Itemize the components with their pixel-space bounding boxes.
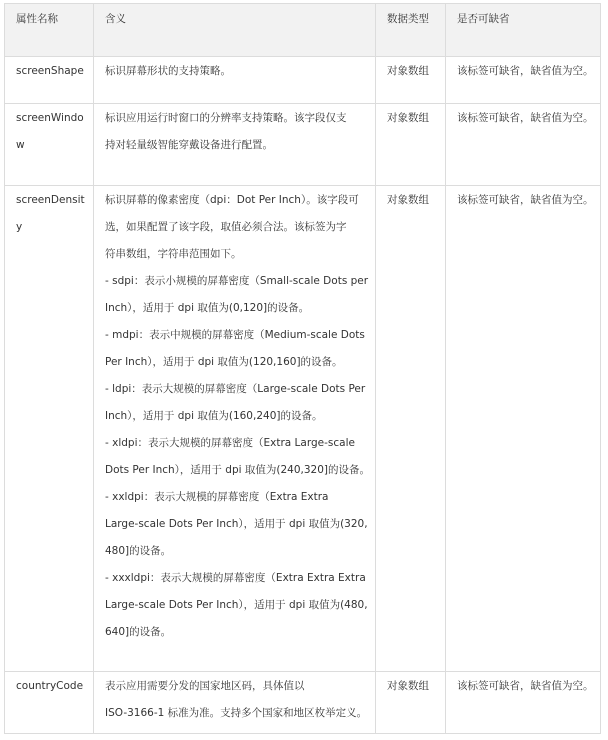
cell-optional: 该标签可缺省，缺省值为空。	[446, 672, 601, 734]
header-property-name: 属性名称	[5, 4, 94, 57]
cell-meaning	[94, 186, 376, 672]
property-name-text: w	[16, 139, 25, 151]
property-name-text: screenDensit	[16, 194, 85, 206]
property-name-text: y	[16, 221, 23, 233]
header-optional: 是否可缺省	[446, 4, 601, 57]
table-row	[5, 57, 601, 104]
cell-data-type: 对象数组	[376, 104, 446, 186]
meaning-text: Per Inch），适用于 dpi 取值为(120,160]的设备。	[105, 356, 343, 368]
table-header-row	[5, 4, 601, 57]
cell-meaning	[94, 57, 376, 104]
meaning-text: 标识屏幕形状的支持策略。	[105, 65, 231, 77]
table-row	[5, 104, 601, 186]
meaning-text: - sdpi：表示小规模的屏幕密度（Small-scale Dots per	[105, 275, 369, 287]
meaning-text: Dots Per Inch），适用于 dpi 取值为(240,320]的设备。	[105, 464, 370, 476]
meaning-text: 持对轻量级智能穿戴设备进行配置。	[105, 139, 273, 151]
table-row	[5, 186, 601, 672]
cell-optional: 该标签可缺省，缺省值为空。	[446, 104, 601, 186]
cell-meaning	[94, 672, 376, 734]
meaning-text: - xldpi：表示大规模的屏幕密度（Extra Large-scale	[105, 437, 355, 449]
meaning-text: Large-scale Dots Per Inch），适用于 dpi 取值为(320,	[105, 518, 368, 530]
meaning-text: ISO-3166-1 标准为准。支持多个国家和地区枚举定义。	[105, 707, 368, 719]
cell-property-name	[5, 57, 94, 104]
meaning-text: 480]的设备。	[105, 545, 172, 557]
meaning-text: - xxxldpi：表示大规模的屏幕密度（Extra Extra Extra	[105, 572, 366, 584]
meaning-text: 标识应用运行时窗口的分辨率支持策略。该字段仅支	[105, 112, 347, 124]
meaning-text: 选，如果配置了该字段，取值必须合法。该标签为字	[105, 221, 347, 233]
table-row	[5, 672, 601, 734]
meaning-text: - ldpi：表示大规模的屏幕密度（Large-scale Dots Per	[105, 383, 366, 395]
cell-optional: 该标签可缺省，缺省值为空。	[446, 57, 601, 104]
cell-data-type: 对象数组	[376, 186, 446, 672]
properties-table	[4, 3, 601, 734]
cell-data-type: 对象数组	[376, 672, 446, 734]
property-name-text: screenShape	[16, 65, 84, 77]
header-data-type: 数据类型	[376, 4, 446, 57]
meaning-text: Large-scale Dots Per Inch），适用于 dpi 取值为(480,	[105, 599, 368, 611]
cell-property-name	[5, 672, 94, 734]
property-name-text: countryCode	[16, 680, 84, 692]
cell-property-name	[5, 104, 94, 186]
meaning-text: Inch），适用于 dpi 取值为(0,120]的设备。	[105, 302, 310, 314]
property-name-text: screenWindo	[16, 112, 84, 124]
cell-property-name	[5, 186, 94, 672]
meaning-text: 表示应用需要分发的国家地区码，具体值以	[105, 680, 305, 692]
cell-optional: 该标签可缺省，缺省值为空。	[446, 186, 601, 672]
meaning-text: 标识屏幕的像素密度（dpi：Dot Per Inch）。该字段可	[105, 194, 359, 206]
meaning-text: 符串数组，字符串范围如下。	[105, 248, 242, 260]
cell-data-type: 对象数组	[376, 57, 446, 104]
meaning-text: - mdpi：表示中规模的屏幕密度（Medium-scale Dots	[105, 329, 365, 341]
cell-meaning	[94, 104, 376, 186]
header-meaning: 含义	[94, 4, 376, 57]
meaning-text: - xxldpi：表示大规模的屏幕密度（Extra Extra	[105, 491, 329, 503]
meaning-text: 640]的设备。	[105, 626, 172, 638]
meaning-text: Inch），适用于 dpi 取值为(160,240]的设备。	[105, 410, 323, 422]
